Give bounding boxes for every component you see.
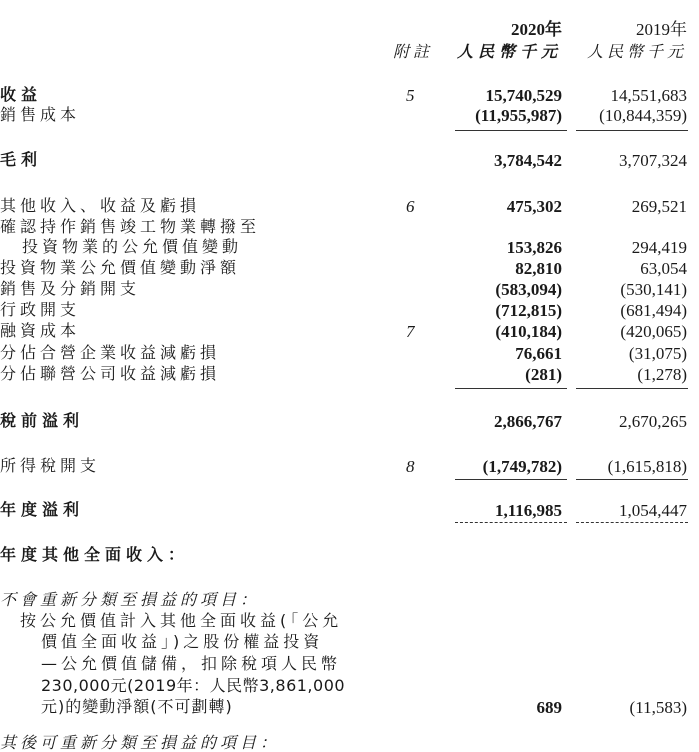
row-other-income-note: 6 [406,197,415,216]
row-income-tax-2019: (1,615,818) [607,457,687,476]
row-fv-change-2019: 63,054 [640,259,687,278]
row-finance-cost-2020: (410,184) [495,322,562,341]
row-jv-share-2019: (31,075) [628,344,687,363]
reclass-heading-cut: 其後可重新分類至損益的項目： [0,733,281,752]
fvoci-label-5: 元)的變動淨額(不可劃轉) [41,697,233,716]
row-gross-profit-label: 毛利 [0,150,43,169]
row-jv-share-label: 分佔合營企業收益減虧損 [0,343,221,362]
row-fv-change-2020: 82,810 [515,259,562,278]
row-revenue-note: 5 [406,86,415,105]
row-selling-2020: (583,094) [495,280,562,299]
header-2019-year: 2019年 [636,20,687,39]
subtotal-rule-2019 [576,388,688,389]
row-finance-cost-label: 融資成本 [0,321,81,340]
row-admin-label: 行政開支 [0,300,81,319]
row-fv-change-label: 投資物業公允價值變動淨額 [0,258,241,277]
row-cost-of-sales-2020: (11,955,987) [475,106,562,125]
subtotal-rule-2020 [455,479,567,480]
row-finance-cost-note: 7 [406,322,415,341]
total-rule-2019 [576,522,688,523]
row-assoc-share-2020: (281) [525,365,562,384]
header-2020-unit: 人民幣千元 [456,42,562,61]
row-admin-2020: (712,815) [495,301,562,320]
fvoci-label-2: 價值全面收益」)之股份權益投資 [41,632,324,651]
row-jv-share-2020: 76,661 [515,344,562,363]
fvoci-label-3: —公允價值儲備，扣除稅項人民幣 [41,654,342,673]
fvoci-label-1: 按公允價值計入其他全面收益(「公允 [20,611,343,630]
row-profit-before-tax-2019: 2,670,265 [619,412,687,431]
row-revenue-2019: 14,551,683 [610,86,687,105]
oci-heading: 年度其他全面收入： [0,545,190,564]
row-cost-of-sales-label: 銷售成本 [0,105,81,124]
header-2020-year: 2020年 [511,20,562,39]
row-income-tax-label: 所得稅開支 [0,456,101,475]
subtotal-rule-2019 [576,479,688,480]
header-2019-unit: 人民幣千元 [586,42,687,61]
row-other-income-2019: 269,521 [631,197,687,216]
row-fvoci-2020: 689 [536,698,562,717]
row-selling-2019: (530,141) [620,280,687,299]
row-fv-transfer-2019: 294,419 [631,238,687,257]
total-rule-2020 [455,522,567,523]
row-gross-profit-2019: 3,707,324 [619,151,687,170]
row-profit-year-2020: 1,116,985 [494,501,562,520]
row-income-tax-note: 8 [406,457,415,476]
subtotal-rule-2019 [576,130,688,131]
row-profit-before-tax-label: 稅前溢利 [0,411,85,430]
row-profit-year-2019: 1,054,447 [619,501,687,520]
row-profit-before-tax-2020: 2,866,767 [494,412,562,431]
row-selling-label: 銷售及分銷開支 [0,279,141,298]
row-other-income-label: 其他收入、收益及虧損 [0,196,201,215]
row-admin-2019: (681,494) [620,301,687,320]
row-fv-transfer-label-2: 投資物業的公允價值變動 [22,237,243,256]
row-fv-transfer-label-1: 確認持作銷售竣工物業轉撥至 [0,217,261,236]
row-fvoci-2019: (11,583) [629,698,687,717]
row-fv-transfer-2020: 153,826 [506,238,562,257]
row-revenue-2020: 15,740,529 [485,86,562,105]
row-finance-cost-2019: (420,065) [620,322,687,341]
subtotal-rule-2020 [455,130,567,131]
row-assoc-share-label: 分佔聯營公司收益減虧損 [0,364,221,383]
row-other-income-2020: 475,302 [506,197,562,216]
row-income-tax-2020: (1,749,782) [482,457,562,476]
row-cost-of-sales-2019: (10,844,359) [599,106,687,125]
not-reclass-heading: 不會重新分類至損益的項目： [0,590,261,609]
subtotal-rule-2020 [455,388,567,389]
row-gross-profit-2020: 3,784,542 [494,151,562,170]
row-assoc-share-2019: (1,278) [637,365,687,384]
fvoci-label-4: 230,000元(2019年：人民幣3,861,000 [41,676,346,695]
row-profit-year-label: 年度溢利 [0,500,85,519]
header-note-label: 附註 [393,42,434,61]
row-revenue-label: 收益 [0,85,43,104]
